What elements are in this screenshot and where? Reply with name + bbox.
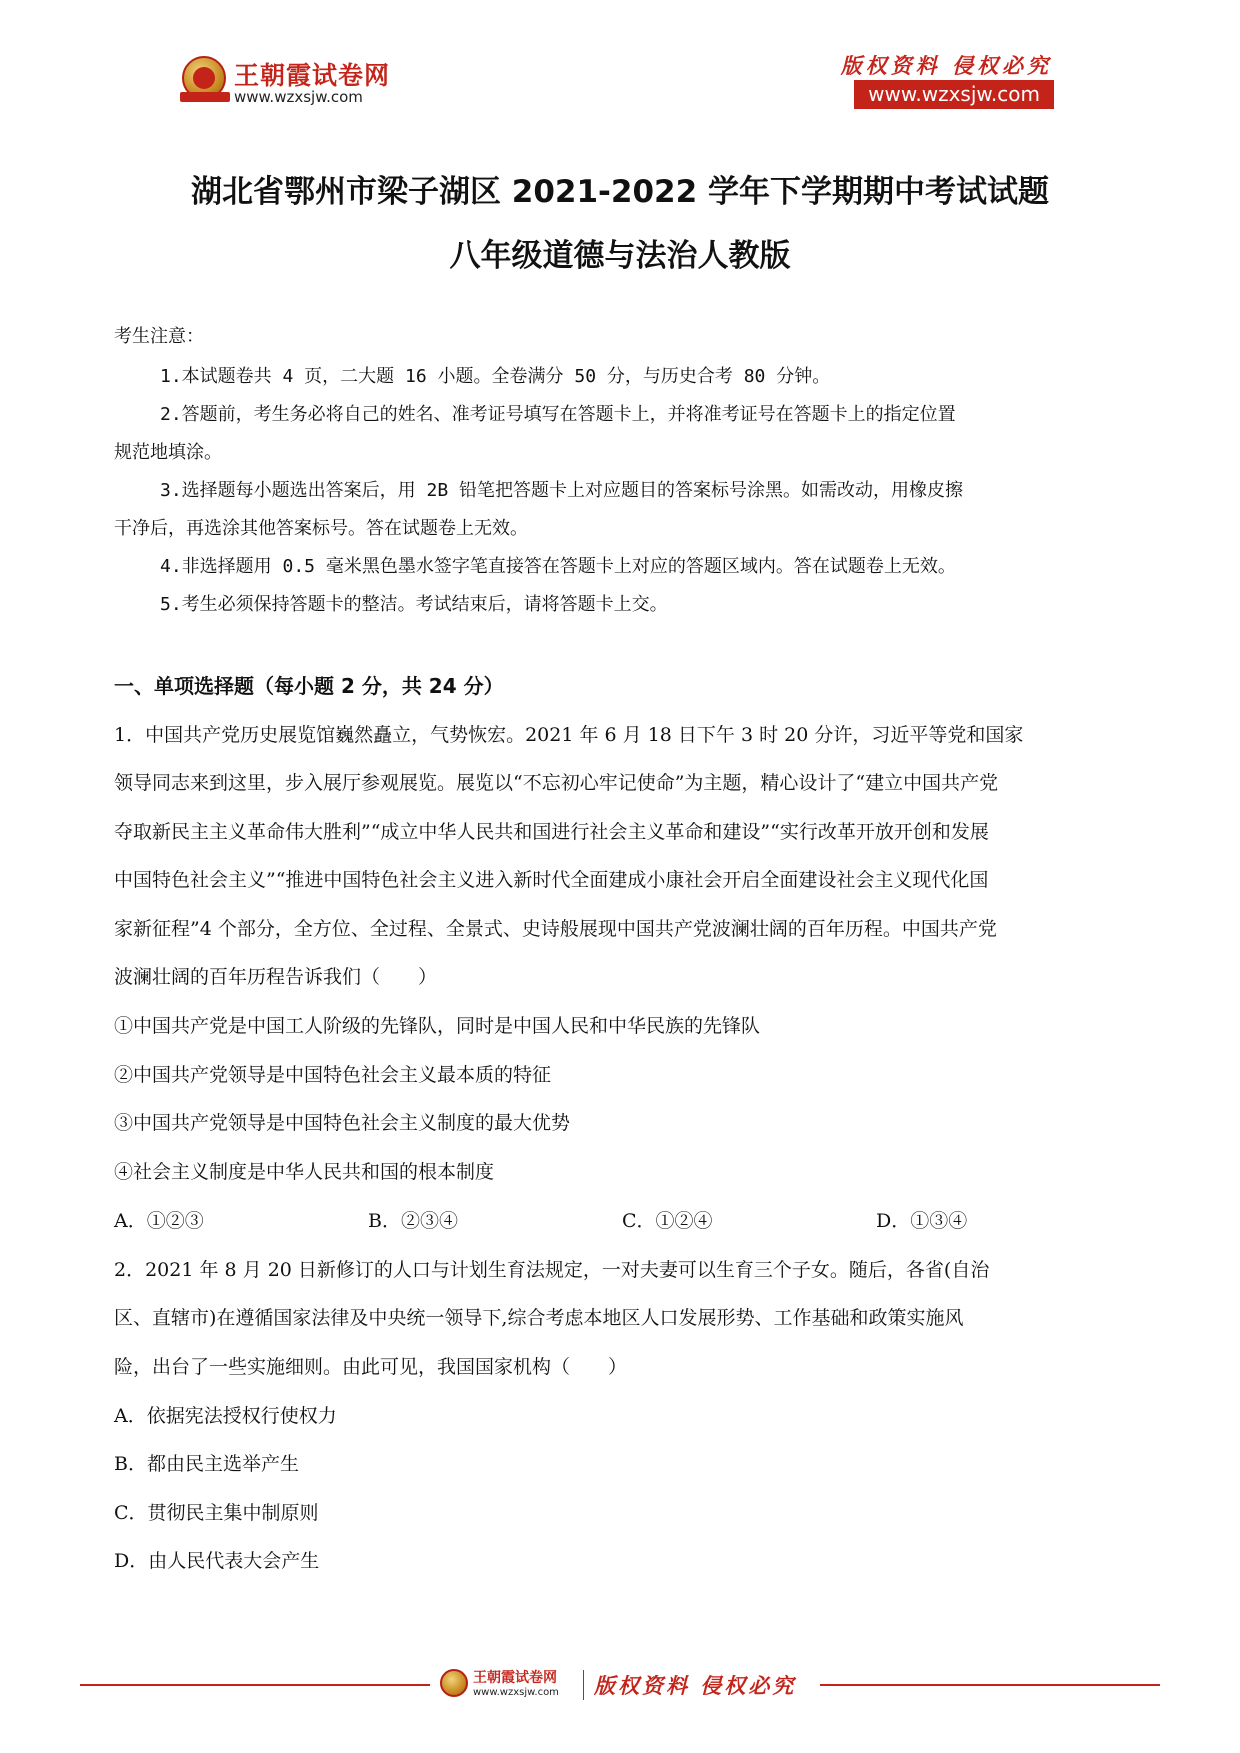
- notice-heading: 考生注意：: [114, 326, 204, 347]
- notice-line: 4.非选择题用 0.5 毫米黑色墨水签字笔直接答在答题卡上对应的答题区域内。答在试题卷上无效。: [160, 556, 956, 577]
- question-2-line: 2．2021 年 8 月 20 日新修订的人口与计划生育法规定，一对夫妻可以生育三个子女。随后，各省(自治: [114, 1259, 990, 1281]
- question-1-option-d[interactable]: D．①③④: [876, 1210, 968, 1232]
- question-1-statement: ④社会主义制度是中华人民共和国的根本制度: [114, 1161, 495, 1183]
- question-2-option-a[interactable]: A．依据宪法授权行使权力: [114, 1405, 337, 1427]
- copyright-notice: 版权资料 侵权必究: [840, 53, 1052, 78]
- page-title: 湖北省鄂州市梁子湖区 2021-2022 学年下学期期中考试试题: [190, 174, 1049, 210]
- question-2-line: 险，出台了一些实施细则。由此可见，我国国家机构（ ）: [114, 1356, 628, 1378]
- footer-logo[interactable]: [440, 1666, 580, 1706]
- question-1-line: 中国特色社会主义”“推进中国特色社会主义进入新时代全面建成小康社会开启全面建设社会主义现代化国: [114, 869, 989, 891]
- question-1-line: 波澜壮阔的百年历程告诉我们（ ）: [114, 966, 438, 988]
- footer-rule-left: [80, 1684, 430, 1686]
- question-1-line: 领导同志来到这里，步入展厅参观展览。展览以“不忘初心牢记使命”为主题，精心设计了“建立中国共产党: [114, 772, 999, 794]
- question-1-line: 1．中国共产党历史展览馆巍然矗立，气势恢宏。2021 年 6 月 18 日下午 3 时 20 分许，习近平等党和国家: [114, 724, 1024, 746]
- question-2-option-b[interactable]: B．都由民主选举产生: [114, 1453, 299, 1475]
- notice-line: 5.考生必须保持答题卡的整洁。考试结束后，请将答题卡上交。: [160, 594, 668, 615]
- ribbon-icon: [180, 92, 230, 102]
- footer-logo-url: www.wzxsjw.com: [473, 1687, 559, 1698]
- notice-line: 规范地填涂。: [114, 442, 222, 463]
- site-logo[interactable]: [182, 54, 422, 114]
- notice-line: 2.答题前，考生务必将自己的姓名、准考证号填写在答题卡上，并将准考证号在答题卡上的指定位置: [160, 404, 956, 425]
- notice-line: 干净后，再选涂其他答案标号。答在试题卷上无效。: [114, 518, 528, 539]
- question-1-statement: ①中国共产党是中国工人阶级的先锋队，同时是中国人民和中华民族的先锋队: [114, 1015, 761, 1037]
- question-1-option-c[interactable]: C．①②④: [622, 1210, 713, 1232]
- logo-url: www.wzxsjw.com: [234, 88, 363, 106]
- question-1-option-a[interactable]: A．①②③: [114, 1210, 204, 1232]
- question-1-statement: ②中国共产党领导是中国特色社会主义最本质的特征: [114, 1064, 552, 1086]
- footer-copyright: 版权资料 侵权必究: [594, 1673, 797, 1698]
- footer-divider: [583, 1670, 584, 1700]
- logo-name: 王朝霞试卷网: [234, 61, 391, 90]
- notice-line: 1.本试题卷共 4 页，二大题 16 小题。全卷满分 50 分，与历史合考 80 分钟。: [160, 366, 831, 387]
- footer-logo-name: 王朝霞试卷网: [473, 1670, 557, 1686]
- question-2-option-c[interactable]: C．贯彻民主集中制原则: [114, 1502, 319, 1524]
- question-1-line: 夺取新民主主义革命伟大胜利”“成立中华人民共和国进行社会主义革命和建设”“实行改革开放开创和发展: [114, 821, 989, 843]
- site-url-badge[interactable]: www.wzxsjw.com: [854, 80, 1054, 109]
- question-2-option-d[interactable]: D．由人民代表大会产生: [114, 1550, 320, 1572]
- question-1-option-b[interactable]: B．②③④: [368, 1210, 458, 1232]
- emblem-icon: [440, 1669, 468, 1697]
- question-2-line: 区、直辖市)在遵循国家法律及中央统一领导下,综合考虑本地区人口发展形势、工作基础和政策实施风: [114, 1307, 964, 1329]
- section-heading: 一、单项选择题（每小题 2 分，共 24 分）: [114, 674, 504, 698]
- notice-line: 3.选择题每小题选出答案后，用 2B 铅笔把答题卡上对应题目的答案标号涂黑。如需改动，用橡皮擦: [160, 480, 964, 501]
- page-subtitle: 八年级道德与法治人教版: [449, 238, 791, 274]
- question-1-line: 家新征程”4 个部分，全方位、全过程、全景式、史诗般展现中国共产党波澜壮阔的百年历程。中国共产党: [114, 918, 997, 940]
- question-1-statement: ③中国共产党领导是中国特色社会主义制度的最大优势: [114, 1112, 571, 1134]
- footer-rule-right: [820, 1684, 1160, 1686]
